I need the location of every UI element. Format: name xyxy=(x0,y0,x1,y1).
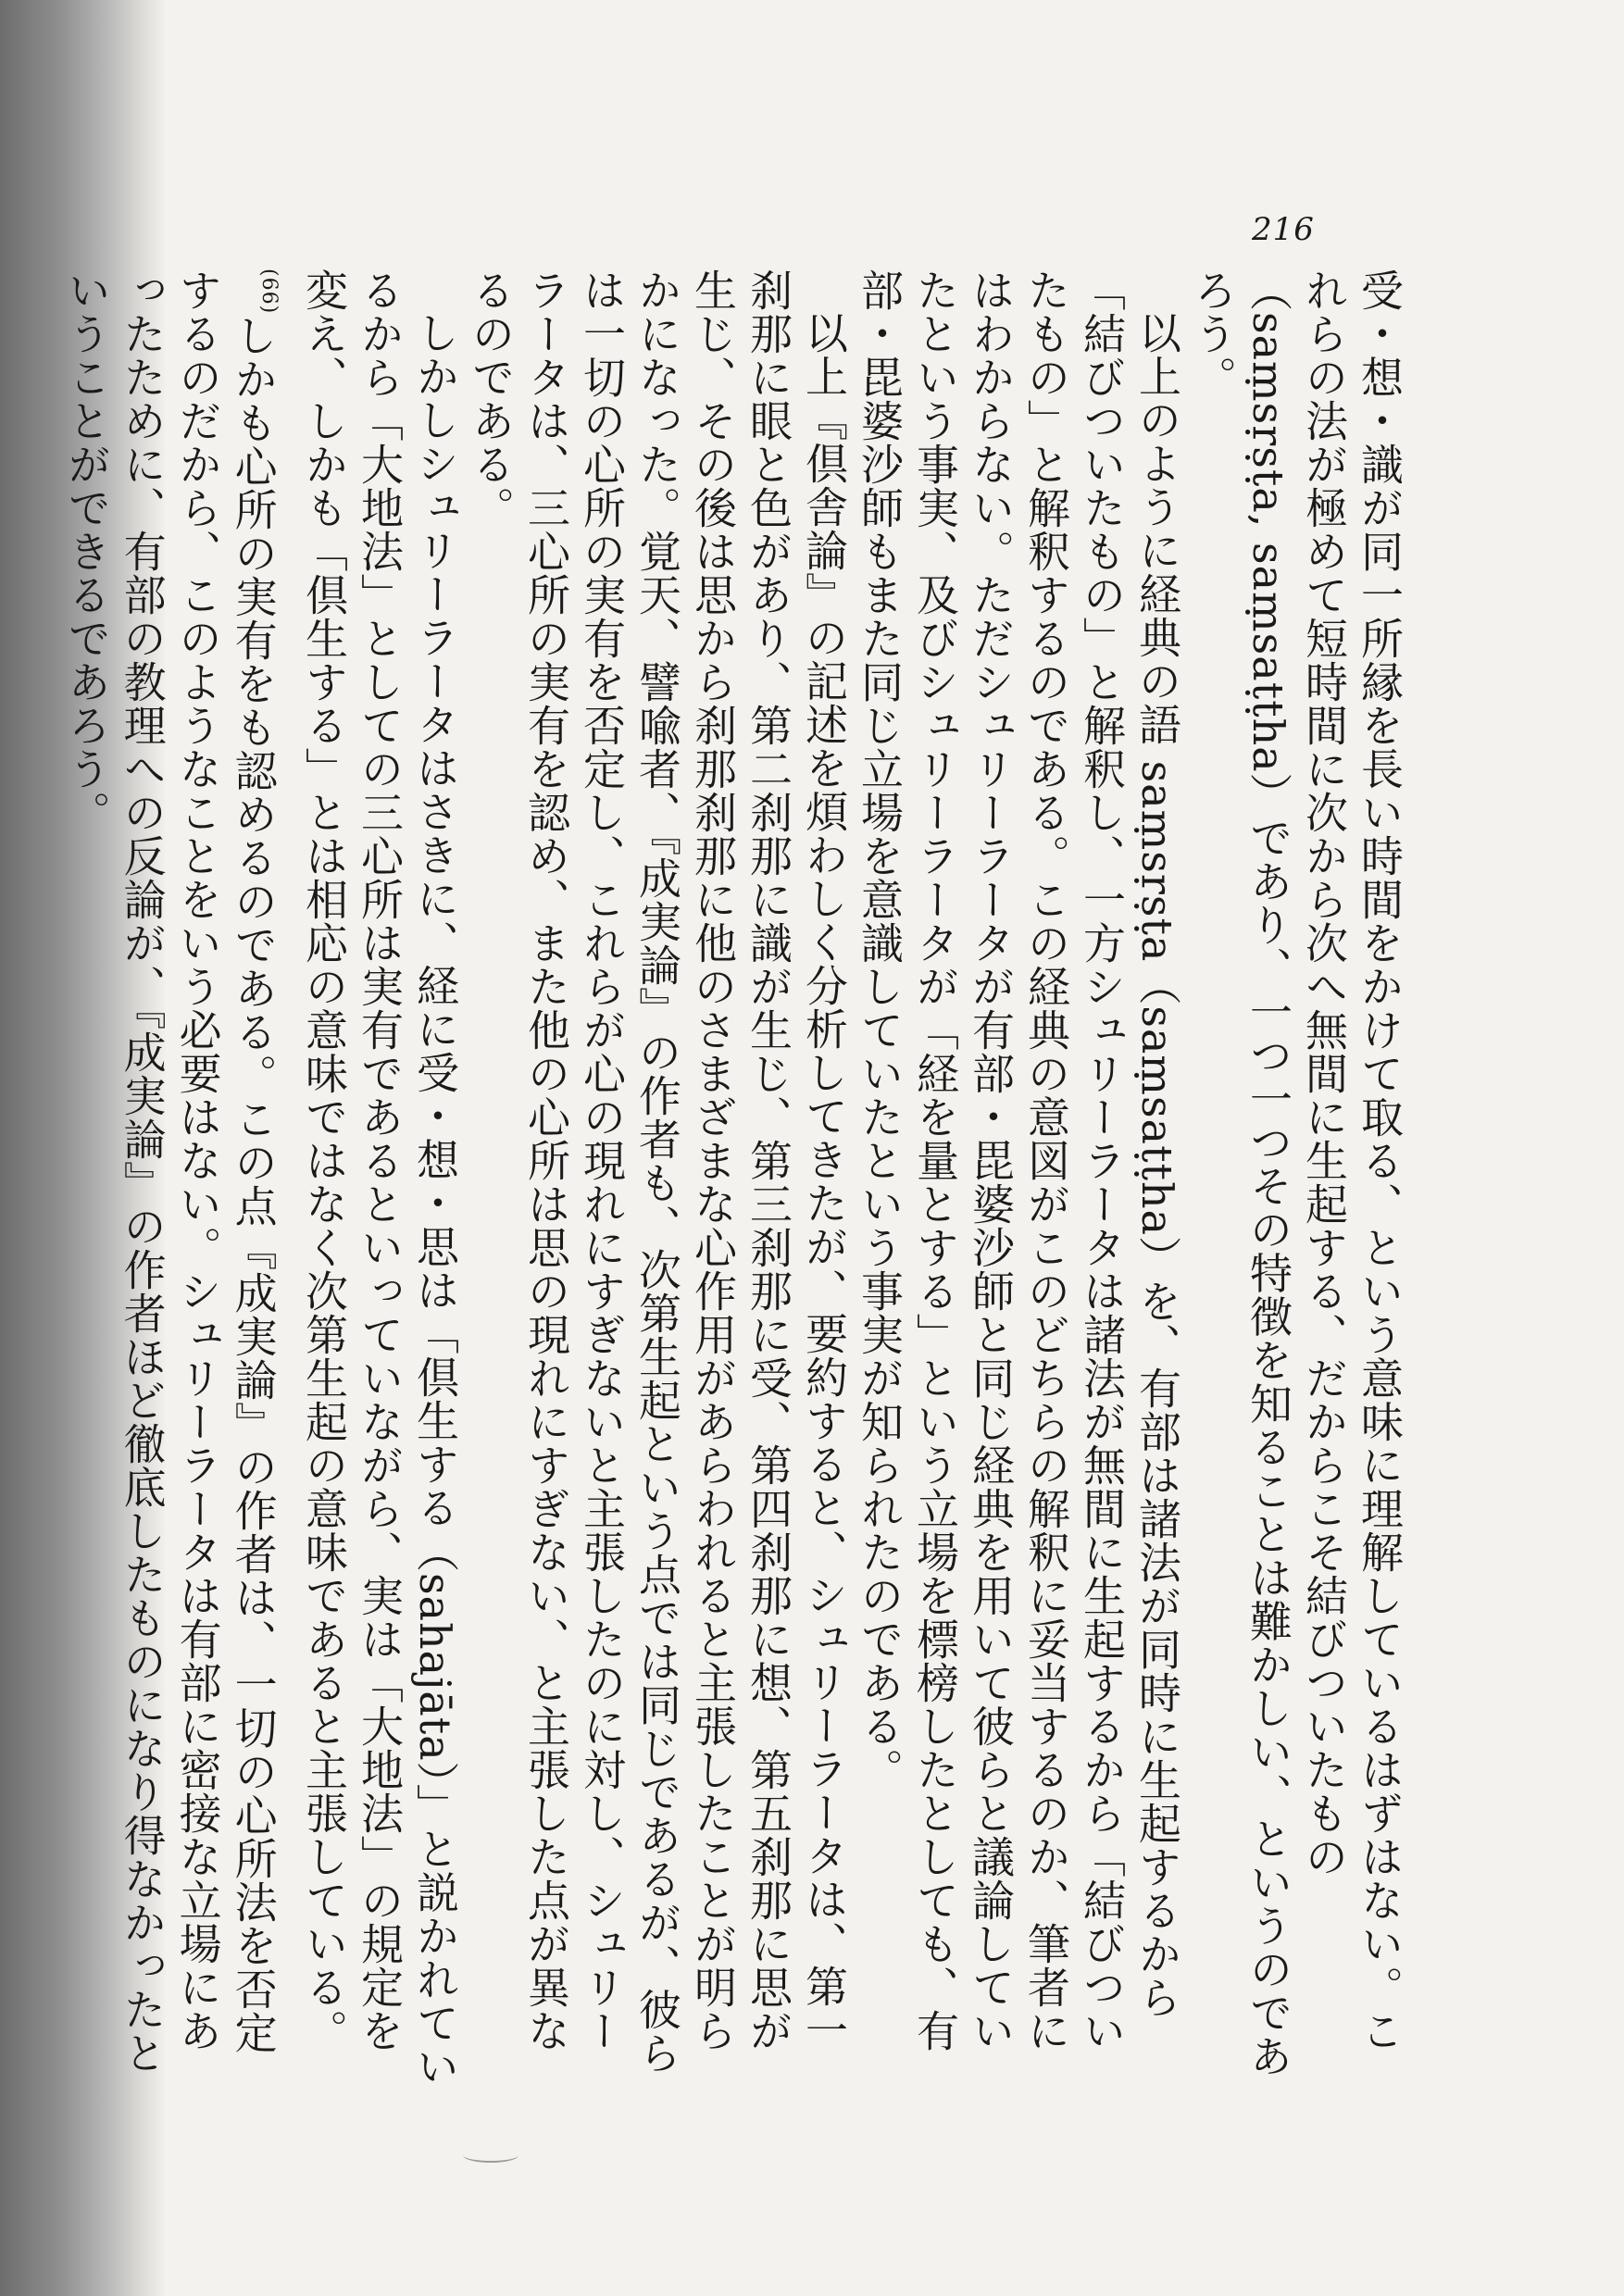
page-smudge xyxy=(463,2148,518,2163)
footnote-marker: (66) xyxy=(257,268,281,315)
paragraph-4-rest: しかも心所の実有をも認めるのである。この点『成実論』の作者は、一切の心所法を否定するのだから、このようなことをいう必要はない。シュリーラータは有部に密接な立場にあったために、有部の教理への反論が、『成実論』の作者ほど徹底したものになり得なかったということができるであろう。 xyxy=(61,268,279,2075)
paragraph-1: 受・想・識が同一所縁を長い時間をかけて取る、という意味に理解しているはずはない。これらの法が極めて短時間に次から次へ無間に生起する、だからこそ結びついたもの（saṃsṛṣṭa, saṃsaṭṭha）であり、一つ一つその特徴を知ることは難かしい、というのであろう。 xyxy=(1188,268,1405,2078)
paragraph-4 xyxy=(59,268,463,2092)
paragraph-3: 以上『倶舎論』の記述を煩わしく分析してきたが、要約すると、シュリーラータは、第一刹那に眼と色があり、第二刹那に識が生じ、第三刹那に受、第四刹那に想、第五刹那に思が生じ、その後は思から刹那刹那に他のさまざまな心作用があらわれると主張したことが明らかになった。覚天、譬喩者、『成実論』の作者も、次第生起という点では同じであるが、彼らは一切の心所の実有を否定し、これらが心の現れにすぎないと主張したのに対し、シュリーラータは、三心所の実有を認め、また他の心所は思の現れにすぎない、と主張した点が異なるのである。 xyxy=(466,268,849,2075)
page-number: 216 xyxy=(1252,211,1315,248)
paragraph-4-text: しかしシュリーラータはさきに、経に受・想・思は「倶生する（sahajāta）」と説かれているから「大地法」としての三心所は実有であるといっていながら、実は「大地法」の規定を変え、しかも「倶生する」とは相応の意味ではなく次第生起の意味であると主張している。 xyxy=(299,268,460,2089)
paragraph-2: 以上のように経典の語 saṃsṛṣṭa（saṃsaṭṭha）を、有部は諸法が同時に生起するから「結びついたもの」と解釈し、一方シュリーラータは諸法が無間に生起するから「結びついたもの」と解釈するのである。この経典の意図がこのどちらの解釈に妥当するのか、筆者にはわからない。ただシュリーラータが有部・毘婆沙師と同じ経典を用いて彼らと議論していたという事実、及びシュリーラータが「経を量とする」という立場を標榜したとしても、有部・毘婆沙師もまた同じ立場を意識していたという事実が知られたのである。 xyxy=(855,268,1182,2053)
body-text xyxy=(61,268,1407,2092)
